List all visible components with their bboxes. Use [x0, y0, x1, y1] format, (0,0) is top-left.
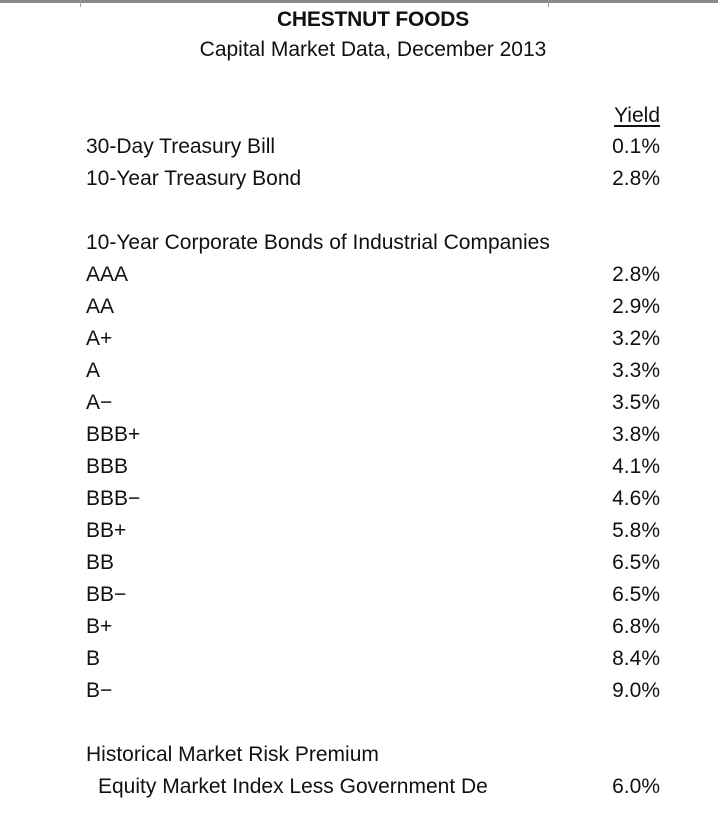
rating-row [86, 580, 660, 610]
company-title: CHESTNUT FOODS [276, 8, 470, 31]
rating-yield: 6.8% [612, 615, 660, 638]
risk-premium-section-title: Historical Market Risk Premium [86, 743, 379, 766]
rating-label: AA [86, 295, 115, 318]
rating-label: AAA [86, 263, 129, 286]
rating-row [86, 676, 660, 706]
rating-yield: 8.4% [612, 647, 660, 670]
rating-row [86, 356, 660, 386]
rating-yield: 9.0% [612, 679, 660, 702]
rating-row [86, 644, 660, 674]
top-border-line [0, 0, 718, 3]
rating-label: A+ [86, 327, 113, 350]
rating-label: BBB− [86, 487, 141, 510]
rating-row [86, 260, 660, 290]
rating-yield: 2.9% [612, 295, 660, 318]
rating-yield: 3.2% [612, 327, 660, 350]
rating-row [86, 452, 660, 482]
treasury-row [86, 164, 660, 194]
rating-yield: 2.8% [612, 263, 660, 286]
column-divider-tick [80, 0, 81, 7]
rating-yield: 3.8% [612, 423, 660, 446]
rating-yield: 6.5% [612, 551, 660, 574]
rating-row [86, 612, 660, 642]
rating-label: B− [86, 679, 113, 702]
rating-label: BBB [86, 455, 129, 478]
rating-yield: 4.6% [612, 487, 660, 510]
corporate-section-title: 10-Year Corporate Bonds of Industrial Companies [86, 231, 550, 254]
row-label: 30-Day Treasury Bill [86, 135, 276, 158]
rating-label: BB− [86, 583, 127, 606]
rating-row [86, 420, 660, 450]
rating-label: BBB+ [86, 423, 141, 446]
column-divider-tick [548, 0, 549, 7]
rating-label: BB [86, 551, 115, 574]
rating-row [86, 516, 660, 546]
rating-yield: 5.8% [612, 519, 660, 542]
rating-label: BB+ [86, 519, 127, 542]
rating-yield: 4.1% [612, 455, 660, 478]
rating-yield: 3.3% [612, 359, 660, 382]
row-yield: 2.8% [612, 167, 660, 190]
rating-row [86, 292, 660, 322]
rating-yield: 3.5% [612, 391, 660, 414]
rating-row [86, 548, 660, 578]
risk-premium-label: Equity Market Index Less Government De [98, 775, 488, 798]
rating-label: A− [86, 391, 113, 414]
rating-label: B [86, 647, 101, 670]
rating-row [86, 324, 660, 354]
row-label: 10-Year Treasury Bond [86, 167, 302, 190]
rating-yield: 6.5% [612, 583, 660, 606]
rating-label: B+ [86, 615, 113, 638]
row-yield: 0.1% [612, 135, 660, 158]
yield-column-header: Yield [614, 104, 660, 127]
rating-row [86, 484, 660, 514]
risk-premium-row [98, 772, 660, 802]
rating-label: A [86, 359, 101, 382]
treasury-row [86, 132, 660, 162]
rating-row [86, 388, 660, 418]
table-subtitle: Capital Market Data, December 2013 [199, 38, 547, 61]
risk-premium-value: 6.0% [612, 775, 660, 798]
